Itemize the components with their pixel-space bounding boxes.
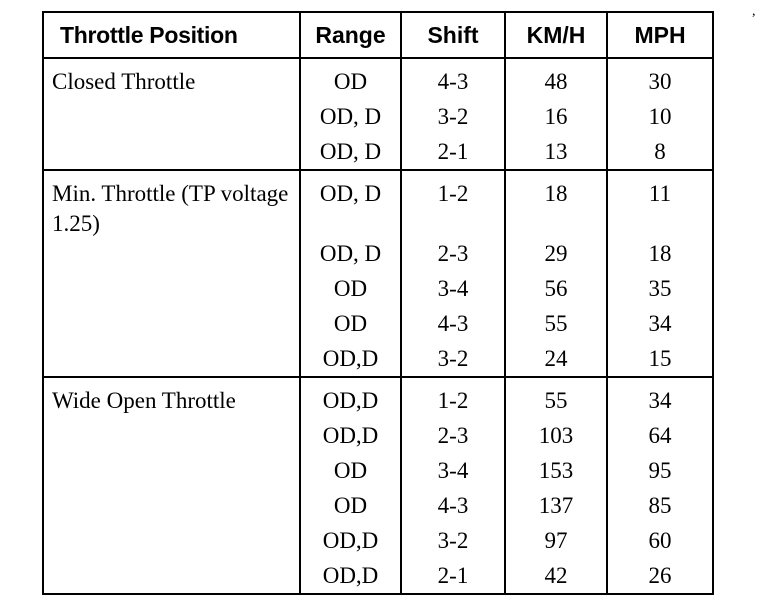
- range-cell: OD: [300, 271, 401, 306]
- position-cell: Closed Throttle: [43, 58, 300, 170]
- shift-cell: 3-2: [401, 341, 505, 377]
- mph-cell: 95: [607, 453, 713, 488]
- shift-cell: 3-4: [401, 453, 505, 488]
- range-cell: OD: [300, 453, 401, 488]
- shift-cell: 4-3: [401, 306, 505, 341]
- mph-cell: 18: [607, 236, 713, 271]
- kmh-cell: 18: [505, 170, 607, 236]
- mph-cell: 11: [607, 170, 713, 236]
- range-cell: OD,D: [300, 523, 401, 558]
- header-mph: MPH: [607, 12, 713, 58]
- header-shift: Shift: [401, 12, 505, 58]
- range-cell: OD: [300, 58, 401, 99]
- mph-cell: 64: [607, 418, 713, 453]
- header-kmh: KM/H: [505, 12, 607, 58]
- shift-cell: 2-3: [401, 236, 505, 271]
- position-cell: Min. Throttle (TP voltage 1.25): [43, 170, 300, 377]
- kmh-cell: 13: [505, 134, 607, 170]
- range-cell: OD, D: [300, 134, 401, 170]
- table-row: [43, 377, 713, 418]
- range-cell: OD,D: [300, 341, 401, 377]
- kmh-cell: 16: [505, 99, 607, 134]
- shift-cell: 2-3: [401, 418, 505, 453]
- kmh-cell: 55: [505, 306, 607, 341]
- mph-cell: 85: [607, 488, 713, 523]
- mph-cell: 30: [607, 58, 713, 99]
- range-cell: OD, D: [300, 236, 401, 271]
- kmh-cell: 42: [505, 558, 607, 594]
- mph-cell: 34: [607, 306, 713, 341]
- range-cell: OD,D: [300, 558, 401, 594]
- shift-cell: 3-2: [401, 99, 505, 134]
- shift-cell: 2-1: [401, 558, 505, 594]
- kmh-cell: 97: [505, 523, 607, 558]
- shift-cell: 4-3: [401, 488, 505, 523]
- kmh-cell: 153: [505, 453, 607, 488]
- table-header-row: [43, 12, 713, 58]
- kmh-cell: 55: [505, 377, 607, 418]
- kmh-cell: 24: [505, 341, 607, 377]
- header-throttle-position: Throttle Position: [43, 12, 300, 58]
- header-range: Range: [300, 12, 401, 58]
- mph-cell: 60: [607, 523, 713, 558]
- shift-cell: 3-4: [401, 271, 505, 306]
- range-cell: OD, D: [300, 99, 401, 134]
- mph-cell: 8: [607, 134, 713, 170]
- kmh-cell: 48: [505, 58, 607, 99]
- kmh-cell: 137: [505, 488, 607, 523]
- table-row: [43, 170, 713, 236]
- table-row: [43, 58, 713, 99]
- shift-cell: 2-1: [401, 134, 505, 170]
- shift-cell: 1-2: [401, 377, 505, 418]
- range-cell: OD, D: [300, 170, 401, 236]
- mph-cell: 26: [607, 558, 713, 594]
- mph-cell: 34: [607, 377, 713, 418]
- kmh-cell: 56: [505, 271, 607, 306]
- mph-cell: 10: [607, 99, 713, 134]
- shift-cell: 4-3: [401, 58, 505, 99]
- mph-cell: 35: [607, 271, 713, 306]
- shift-cell: 3-2: [401, 523, 505, 558]
- mph-cell: 15: [607, 341, 713, 377]
- range-cell: OD: [300, 488, 401, 523]
- shift-cell: 1-2: [401, 170, 505, 236]
- range-cell: OD: [300, 306, 401, 341]
- range-cell: OD,D: [300, 418, 401, 453]
- range-cell: OD,D: [300, 377, 401, 418]
- position-cell: Wide Open Throttle: [43, 377, 300, 594]
- kmh-cell: 103: [505, 418, 607, 453]
- corner-mark: ,: [752, 4, 756, 19]
- kmh-cell: 29: [505, 236, 607, 271]
- shift-speed-table: [42, 11, 714, 595]
